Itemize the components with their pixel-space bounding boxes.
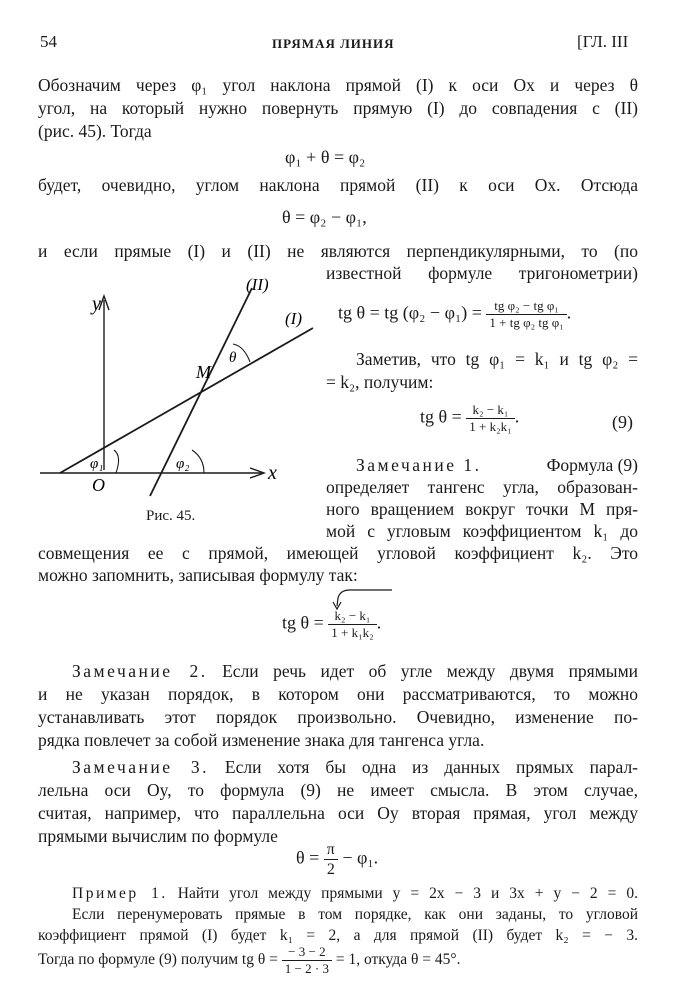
text-line: Заметив, что tg φ₁ = k₁ и tg φ₂ = (356, 349, 638, 369)
numerator: π (324, 840, 338, 860)
text-line: мой с угловым коэффициентом k₁ до (326, 521, 638, 541)
text-fragment: Если речь идет об угле между двумя прямыми (222, 661, 639, 681)
numerator: − 3 − 2 (282, 944, 332, 961)
fraction (328, 608, 376, 641)
equation-mnemonic (282, 608, 381, 641)
remark-label: Замечание 1. (356, 455, 482, 475)
remark-label: Замечание 2. (72, 661, 208, 681)
text-line: считая, например, что параллельна оси Oy вторая прямая, угол между (38, 803, 638, 823)
numerator: k₂ − k₁ (328, 608, 376, 625)
figure-45 (30, 270, 330, 510)
text-fragment: Формула (9) (546, 455, 638, 475)
line-II (150, 288, 252, 496)
remark-2-first-line (72, 660, 638, 682)
equation-lhs: tg θ = tg (φ₂ − φ₁) = (338, 302, 482, 323)
example-last-line (38, 944, 460, 977)
figure-caption: Рис. 45. (146, 508, 196, 524)
text-line: совмещения ее с прямой, имеющей угловой коэффициент k₂. Это (38, 543, 638, 563)
label-phi1: φ₁ (90, 456, 104, 472)
label-phi2: φ₂ (176, 456, 190, 472)
text-line: = k₂, получим: (326, 372, 434, 392)
running-title: ПРЯМАЯ ЛИНИЯ (272, 36, 395, 51)
denominator: 1 + tg φ₂ tg φ₁ (489, 315, 564, 330)
text-fragment: Если хотя бы одна из данных прямых парал- (224, 757, 638, 777)
label-origin: O (92, 475, 105, 495)
line-I (60, 328, 313, 473)
text-line: устанавливать этот порядок произвольно. Очевидно, изменение по- (38, 707, 638, 727)
denominator: 1 − 2 · 3 (284, 961, 329, 976)
fraction (486, 298, 566, 331)
text-line: (рис. 45). Тогда (38, 121, 152, 141)
denominator: 1 + k₂k₁ (469, 419, 512, 434)
text-line: будет, очевидно, углом наклона прямой (II) к оси Ox. Отсюда (38, 175, 638, 195)
equation-lhs: tg θ = (420, 406, 462, 427)
text-fragment: Тогда по формуле (9) получим tg θ = (38, 951, 278, 969)
text-line: лельна оси Oy, то формула (9) не имеет смысла. В этом случае, (38, 780, 638, 800)
denominator: 2 (326, 861, 335, 878)
equation-lhs: tg θ = (282, 612, 324, 633)
angle-phi2-arc (192, 450, 204, 473)
text-line: определяет тангенс угла, образован- (326, 477, 638, 497)
text-line: прямыми вычислим по формуле (38, 826, 278, 846)
example-label: Пример 1. (72, 885, 168, 902)
equation-perpendicular-case (296, 840, 378, 879)
text-line: и не указан порядок, в котором они рассматриваются, то можно (38, 684, 638, 704)
equation-number: (9) (612, 412, 633, 432)
text-line: можно запомнить, записывая формулу так: (38, 565, 358, 585)
text-line: Если перенумеровать прямые в том порядке, как они заданы, то угловой (72, 906, 638, 923)
text-line: угол, на который нужно повернуть прямую (I) до совпадения с (II) (38, 98, 638, 118)
fraction (466, 402, 514, 435)
label-M: M (196, 362, 211, 382)
label-y: y (92, 293, 101, 315)
equation: φ₁ + θ = φ₂ (285, 147, 366, 167)
text-fragment: = 1, откуда θ = 45°. (335, 951, 461, 969)
fraction (282, 944, 332, 977)
numerator: k₂ − k₁ (466, 402, 514, 419)
remark-label: Замечание 3. (72, 757, 210, 777)
example-first-line (72, 883, 638, 904)
numerator: tg φ₂ − tg φ₁ (486, 298, 566, 315)
equation-9 (420, 402, 519, 435)
fraction (324, 840, 338, 879)
chapter-mark: [ГЛ. III (577, 32, 629, 51)
remark-1-first-line (356, 454, 638, 476)
punctuation: . (376, 612, 382, 633)
equation-tg-difference (338, 298, 571, 331)
text-line: и если прямые (I) и (II) не являются перпендикулярными, то (по (38, 241, 638, 261)
text-line: Обозначим через φ₁ угол наклона прямой (I) к оси Ox и через θ (38, 75, 638, 95)
text-line: ного вращением вокруг точки M пря- (326, 499, 638, 519)
angle-phi1-arc (114, 450, 119, 473)
text-line: коэффициент прямой (I) будет k₁ = 2, а для прямой (II) будет k₂ = − 3. (38, 927, 638, 944)
equation: θ = φ₂ − φ₁, (282, 207, 367, 227)
page-number: 54 (40, 32, 57, 51)
equation-lhs: θ = (296, 847, 320, 868)
punctuation: . (566, 302, 572, 323)
denominator: 1 + k₁k₂ (331, 625, 374, 640)
punctuation: . (514, 406, 520, 427)
text-fragment: Найти угол между прямыми y = 2x − 3 и 3x + y − 2 = 0. (177, 885, 638, 902)
equation-rhs: − φ₁. (342, 847, 379, 868)
text-line: известной формуле тригонометрии) (326, 263, 638, 283)
remark-3-first-line (72, 756, 638, 778)
text-line: рядка повлечет за собой изменение знака для тангенса угла. (38, 730, 485, 750)
label-line-I: (I) (285, 309, 302, 328)
label-theta: θ (229, 350, 237, 366)
label-x: x (268, 462, 277, 484)
label-line-II: (II) (246, 275, 269, 294)
